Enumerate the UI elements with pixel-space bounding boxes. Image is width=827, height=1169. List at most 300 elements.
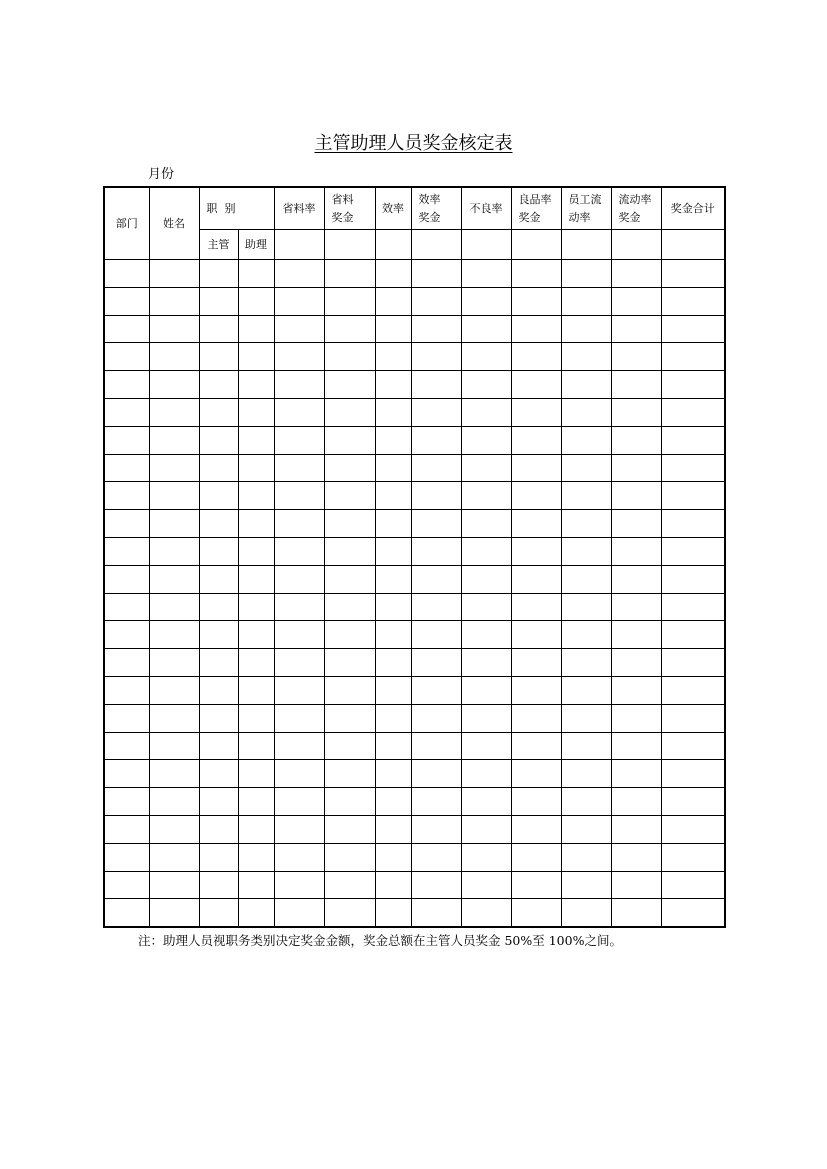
blank-cell[interactable] xyxy=(104,315,149,343)
blank-cell[interactable] xyxy=(324,593,375,621)
blank-cell[interactable] xyxy=(104,565,149,593)
blank-cell[interactable] xyxy=(324,871,375,899)
blank-cell[interactable] xyxy=(661,788,725,816)
blank-cell[interactable] xyxy=(274,343,324,371)
blank-cell[interactable] xyxy=(104,537,149,565)
blank-cell[interactable] xyxy=(511,510,561,538)
blank-cell[interactable] xyxy=(511,843,561,871)
blank-cell[interactable] xyxy=(611,621,661,649)
blank-cell[interactable] xyxy=(274,426,324,454)
blank-cell[interactable] xyxy=(199,899,238,927)
blank-cell[interactable] xyxy=(149,343,199,371)
blank-cell[interactable] xyxy=(461,760,511,788)
blank-cell[interactable] xyxy=(149,649,199,677)
blank-cell[interactable] xyxy=(511,676,561,704)
blank-cell[interactable] xyxy=(611,454,661,482)
blank-cell[interactable] xyxy=(199,815,238,843)
blank-cell[interactable] xyxy=(661,287,725,315)
blank-cell[interactable] xyxy=(375,732,411,760)
blank-cell[interactable] xyxy=(274,593,324,621)
blank-cell[interactable] xyxy=(238,454,274,482)
blank-cell[interactable] xyxy=(611,398,661,426)
blank-cell[interactable] xyxy=(324,815,375,843)
blank-cell[interactable] xyxy=(238,343,274,371)
blank-cell[interactable] xyxy=(149,315,199,343)
blank-cell[interactable] xyxy=(324,426,375,454)
blank-cell[interactable] xyxy=(104,343,149,371)
blank-cell[interactable] xyxy=(324,398,375,426)
blank-cell[interactable] xyxy=(199,593,238,621)
blank-cell[interactable] xyxy=(375,260,411,288)
blank-cell[interactable] xyxy=(611,482,661,510)
blank-cell[interactable] xyxy=(104,788,149,816)
blank-cell[interactable] xyxy=(324,565,375,593)
blank-cell[interactable] xyxy=(461,315,511,343)
blank-cell[interactable] xyxy=(238,510,274,538)
blank-cell[interactable] xyxy=(375,230,411,260)
blank-cell[interactable] xyxy=(274,537,324,565)
blank-cell[interactable] xyxy=(511,454,561,482)
blank-cell[interactable] xyxy=(611,287,661,315)
blank-cell[interactable] xyxy=(611,343,661,371)
blank-cell[interactable] xyxy=(511,649,561,677)
blank-cell[interactable] xyxy=(511,565,561,593)
blank-cell[interactable] xyxy=(661,815,725,843)
blank-cell[interactable] xyxy=(324,537,375,565)
blank-cell[interactable] xyxy=(511,593,561,621)
blank-cell[interactable] xyxy=(661,537,725,565)
blank-cell[interactable] xyxy=(274,482,324,510)
blank-cell[interactable] xyxy=(661,398,725,426)
blank-cell[interactable] xyxy=(375,593,411,621)
blank-cell[interactable] xyxy=(461,593,511,621)
blank-cell[interactable] xyxy=(238,760,274,788)
blank-cell[interactable] xyxy=(461,343,511,371)
blank-cell[interactable] xyxy=(461,398,511,426)
blank-cell[interactable] xyxy=(611,593,661,621)
blank-cell[interactable] xyxy=(199,871,238,899)
blank-cell[interactable] xyxy=(561,871,611,899)
blank-cell[interactable] xyxy=(324,788,375,816)
blank-cell[interactable] xyxy=(561,315,611,343)
blank-cell[interactable] xyxy=(411,287,461,315)
blank-cell[interactable] xyxy=(324,649,375,677)
blank-cell[interactable] xyxy=(238,593,274,621)
blank-cell[interactable] xyxy=(199,343,238,371)
blank-cell[interactable] xyxy=(561,398,611,426)
blank-cell[interactable] xyxy=(661,676,725,704)
blank-cell[interactable] xyxy=(149,704,199,732)
blank-cell[interactable] xyxy=(611,843,661,871)
blank-cell[interactable] xyxy=(661,593,725,621)
blank-cell[interactable] xyxy=(411,871,461,899)
blank-cell[interactable] xyxy=(149,287,199,315)
blank-cell[interactable] xyxy=(411,537,461,565)
blank-cell[interactable] xyxy=(461,621,511,649)
blank-cell[interactable] xyxy=(238,704,274,732)
blank-cell[interactable] xyxy=(104,482,149,510)
blank-cell[interactable] xyxy=(661,454,725,482)
blank-cell[interactable] xyxy=(375,315,411,343)
blank-cell[interactable] xyxy=(375,843,411,871)
blank-cell[interactable] xyxy=(411,260,461,288)
blank-cell[interactable] xyxy=(274,676,324,704)
blank-cell[interactable] xyxy=(104,260,149,288)
blank-cell[interactable] xyxy=(611,649,661,677)
blank-cell[interactable] xyxy=(461,565,511,593)
blank-cell[interactable] xyxy=(324,343,375,371)
blank-cell[interactable] xyxy=(611,426,661,454)
blank-cell[interactable] xyxy=(511,260,561,288)
blank-cell[interactable] xyxy=(375,565,411,593)
blank-cell[interactable] xyxy=(661,343,725,371)
blank-cell[interactable] xyxy=(561,371,611,399)
blank-cell[interactable] xyxy=(461,482,511,510)
blank-cell[interactable] xyxy=(375,676,411,704)
blank-cell[interactable] xyxy=(511,371,561,399)
blank-cell[interactable] xyxy=(274,649,324,677)
blank-cell[interactable] xyxy=(149,482,199,510)
blank-cell[interactable] xyxy=(199,398,238,426)
blank-cell[interactable] xyxy=(324,621,375,649)
blank-cell[interactable] xyxy=(238,565,274,593)
blank-cell[interactable] xyxy=(238,287,274,315)
blank-cell[interactable] xyxy=(149,676,199,704)
blank-cell[interactable] xyxy=(411,621,461,649)
blank-cell[interactable] xyxy=(461,230,511,260)
blank-cell[interactable] xyxy=(611,676,661,704)
blank-cell[interactable] xyxy=(375,371,411,399)
blank-cell[interactable] xyxy=(511,482,561,510)
blank-cell[interactable] xyxy=(411,843,461,871)
blank-cell[interactable] xyxy=(199,704,238,732)
blank-cell[interactable] xyxy=(375,537,411,565)
blank-cell[interactable] xyxy=(411,732,461,760)
blank-cell[interactable] xyxy=(411,815,461,843)
blank-cell[interactable] xyxy=(511,343,561,371)
blank-cell[interactable] xyxy=(511,732,561,760)
blank-cell[interactable] xyxy=(461,649,511,677)
blank-cell[interactable] xyxy=(561,815,611,843)
blank-cell[interactable] xyxy=(274,315,324,343)
blank-cell[interactable] xyxy=(561,426,611,454)
blank-cell[interactable] xyxy=(561,676,611,704)
blank-cell[interactable] xyxy=(238,315,274,343)
blank-cell[interactable] xyxy=(561,510,611,538)
blank-cell[interactable] xyxy=(561,704,611,732)
blank-cell[interactable] xyxy=(611,704,661,732)
blank-cell[interactable] xyxy=(661,621,725,649)
blank-cell[interactable] xyxy=(238,871,274,899)
blank-cell[interactable] xyxy=(324,676,375,704)
blank-cell[interactable] xyxy=(375,510,411,538)
blank-cell[interactable] xyxy=(375,287,411,315)
blank-cell[interactable] xyxy=(661,649,725,677)
blank-cell[interactable] xyxy=(461,260,511,288)
blank-cell[interactable] xyxy=(238,482,274,510)
blank-cell[interactable] xyxy=(461,454,511,482)
blank-cell[interactable] xyxy=(411,565,461,593)
blank-cell[interactable] xyxy=(411,315,461,343)
blank-cell[interactable] xyxy=(375,454,411,482)
blank-cell[interactable] xyxy=(238,621,274,649)
blank-cell[interactable] xyxy=(375,899,411,927)
blank-cell[interactable] xyxy=(199,649,238,677)
blank-cell[interactable] xyxy=(461,676,511,704)
blank-cell[interactable] xyxy=(411,899,461,927)
blank-cell[interactable] xyxy=(375,704,411,732)
blank-cell[interactable] xyxy=(199,732,238,760)
blank-cell[interactable] xyxy=(375,788,411,816)
blank-cell[interactable] xyxy=(661,732,725,760)
blank-cell[interactable] xyxy=(611,315,661,343)
blank-cell[interactable] xyxy=(375,621,411,649)
blank-cell[interactable] xyxy=(324,843,375,871)
blank-cell[interactable] xyxy=(511,704,561,732)
blank-cell[interactable] xyxy=(411,510,461,538)
blank-cell[interactable] xyxy=(324,260,375,288)
blank-cell[interactable] xyxy=(274,398,324,426)
blank-cell[interactable] xyxy=(661,899,725,927)
blank-cell[interactable] xyxy=(238,899,274,927)
blank-cell[interactable] xyxy=(274,510,324,538)
blank-cell[interactable] xyxy=(104,287,149,315)
blank-cell[interactable] xyxy=(561,899,611,927)
blank-cell[interactable] xyxy=(238,788,274,816)
blank-cell[interactable] xyxy=(324,482,375,510)
blank-cell[interactable] xyxy=(461,537,511,565)
blank-cell[interactable] xyxy=(274,454,324,482)
blank-cell[interactable] xyxy=(561,621,611,649)
blank-cell[interactable] xyxy=(411,371,461,399)
blank-cell[interactable] xyxy=(238,398,274,426)
blank-cell[interactable] xyxy=(461,899,511,927)
blank-cell[interactable] xyxy=(461,510,511,538)
blank-cell[interactable] xyxy=(149,871,199,899)
blank-cell[interactable] xyxy=(511,621,561,649)
blank-cell[interactable] xyxy=(511,760,561,788)
blank-cell[interactable] xyxy=(324,704,375,732)
blank-cell[interactable] xyxy=(375,815,411,843)
blank-cell[interactable] xyxy=(411,343,461,371)
blank-cell[interactable] xyxy=(411,704,461,732)
blank-cell[interactable] xyxy=(149,371,199,399)
blank-cell[interactable] xyxy=(274,815,324,843)
blank-cell[interactable] xyxy=(661,426,725,454)
blank-cell[interactable] xyxy=(199,788,238,816)
blank-cell[interactable] xyxy=(561,732,611,760)
blank-cell[interactable] xyxy=(149,398,199,426)
blank-cell[interactable] xyxy=(104,871,149,899)
blank-cell[interactable] xyxy=(375,482,411,510)
blank-cell[interactable] xyxy=(104,398,149,426)
blank-cell[interactable] xyxy=(561,482,611,510)
blank-cell[interactable] xyxy=(461,732,511,760)
blank-cell[interactable] xyxy=(611,871,661,899)
blank-cell[interactable] xyxy=(411,398,461,426)
blank-cell[interactable] xyxy=(324,899,375,927)
blank-cell[interactable] xyxy=(104,621,149,649)
blank-cell[interactable] xyxy=(199,843,238,871)
blank-cell[interactable] xyxy=(511,426,561,454)
blank-cell[interactable] xyxy=(661,843,725,871)
blank-cell[interactable] xyxy=(238,676,274,704)
blank-cell[interactable] xyxy=(238,426,274,454)
blank-cell[interactable] xyxy=(324,287,375,315)
blank-cell[interactable] xyxy=(511,899,561,927)
blank-cell[interactable] xyxy=(274,371,324,399)
blank-cell[interactable] xyxy=(611,760,661,788)
blank-cell[interactable] xyxy=(461,287,511,315)
blank-cell[interactable] xyxy=(561,565,611,593)
blank-cell[interactable] xyxy=(199,760,238,788)
blank-cell[interactable] xyxy=(238,649,274,677)
blank-cell[interactable] xyxy=(274,843,324,871)
blank-cell[interactable] xyxy=(238,843,274,871)
blank-cell[interactable] xyxy=(661,230,725,260)
blank-cell[interactable] xyxy=(324,510,375,538)
blank-cell[interactable] xyxy=(511,815,561,843)
blank-cell[interactable] xyxy=(611,815,661,843)
blank-cell[interactable] xyxy=(661,315,725,343)
blank-cell[interactable] xyxy=(149,454,199,482)
blank-cell[interactable] xyxy=(199,371,238,399)
blank-cell[interactable] xyxy=(561,343,611,371)
blank-cell[interactable] xyxy=(238,732,274,760)
blank-cell[interactable] xyxy=(149,732,199,760)
blank-cell[interactable] xyxy=(511,398,561,426)
blank-cell[interactable] xyxy=(511,871,561,899)
blank-cell[interactable] xyxy=(104,760,149,788)
blank-cell[interactable] xyxy=(661,260,725,288)
blank-cell[interactable] xyxy=(411,482,461,510)
blank-cell[interactable] xyxy=(411,788,461,816)
blank-cell[interactable] xyxy=(461,788,511,816)
blank-cell[interactable] xyxy=(149,426,199,454)
blank-cell[interactable] xyxy=(274,760,324,788)
blank-cell[interactable] xyxy=(561,260,611,288)
blank-cell[interactable] xyxy=(324,230,375,260)
blank-cell[interactable] xyxy=(149,899,199,927)
blank-cell[interactable] xyxy=(375,398,411,426)
blank-cell[interactable] xyxy=(561,287,611,315)
blank-cell[interactable] xyxy=(238,371,274,399)
blank-cell[interactable] xyxy=(611,371,661,399)
blank-cell[interactable] xyxy=(274,621,324,649)
blank-cell[interactable] xyxy=(375,426,411,454)
blank-cell[interactable] xyxy=(149,593,199,621)
blank-cell[interactable] xyxy=(104,899,149,927)
blank-cell[interactable] xyxy=(149,621,199,649)
blank-cell[interactable] xyxy=(461,843,511,871)
blank-cell[interactable] xyxy=(411,760,461,788)
blank-cell[interactable] xyxy=(611,537,661,565)
blank-cell[interactable] xyxy=(199,454,238,482)
blank-cell[interactable] xyxy=(199,315,238,343)
blank-cell[interactable] xyxy=(324,454,375,482)
blank-cell[interactable] xyxy=(324,732,375,760)
blank-cell[interactable] xyxy=(511,287,561,315)
blank-cell[interactable] xyxy=(324,371,375,399)
blank-cell[interactable] xyxy=(274,704,324,732)
blank-cell[interactable] xyxy=(661,565,725,593)
blank-cell[interactable] xyxy=(149,788,199,816)
blank-cell[interactable] xyxy=(411,649,461,677)
blank-cell[interactable] xyxy=(238,537,274,565)
blank-cell[interactable] xyxy=(274,565,324,593)
blank-cell[interactable] xyxy=(104,676,149,704)
blank-cell[interactable] xyxy=(661,871,725,899)
blank-cell[interactable] xyxy=(411,454,461,482)
blank-cell[interactable] xyxy=(561,788,611,816)
blank-cell[interactable] xyxy=(104,454,149,482)
blank-cell[interactable] xyxy=(511,230,561,260)
blank-cell[interactable] xyxy=(149,537,199,565)
blank-cell[interactable] xyxy=(274,230,324,260)
blank-cell[interactable] xyxy=(661,371,725,399)
blank-cell[interactable] xyxy=(375,871,411,899)
blank-cell[interactable] xyxy=(149,815,199,843)
blank-cell[interactable] xyxy=(199,260,238,288)
blank-cell[interactable] xyxy=(324,760,375,788)
blank-cell[interactable] xyxy=(561,593,611,621)
blank-cell[interactable] xyxy=(661,510,725,538)
blank-cell[interactable] xyxy=(375,760,411,788)
blank-cell[interactable] xyxy=(375,649,411,677)
blank-cell[interactable] xyxy=(104,815,149,843)
blank-cell[interactable] xyxy=(274,788,324,816)
blank-cell[interactable] xyxy=(611,565,661,593)
blank-cell[interactable] xyxy=(561,843,611,871)
blank-cell[interactable] xyxy=(274,871,324,899)
blank-cell[interactable] xyxy=(238,260,274,288)
blank-cell[interactable] xyxy=(104,371,149,399)
blank-cell[interactable] xyxy=(411,593,461,621)
blank-cell[interactable] xyxy=(461,871,511,899)
blank-cell[interactable] xyxy=(561,230,611,260)
blank-cell[interactable] xyxy=(661,760,725,788)
blank-cell[interactable] xyxy=(511,537,561,565)
blank-cell[interactable] xyxy=(561,760,611,788)
blank-cell[interactable] xyxy=(411,230,461,260)
blank-cell[interactable] xyxy=(461,815,511,843)
blank-cell[interactable] xyxy=(199,621,238,649)
blank-cell[interactable] xyxy=(104,843,149,871)
blank-cell[interactable] xyxy=(238,815,274,843)
blank-cell[interactable] xyxy=(104,649,149,677)
blank-cell[interactable] xyxy=(274,260,324,288)
blank-cell[interactable] xyxy=(561,537,611,565)
blank-cell[interactable] xyxy=(199,565,238,593)
blank-cell[interactable] xyxy=(274,287,324,315)
blank-cell[interactable] xyxy=(199,482,238,510)
blank-cell[interactable] xyxy=(199,676,238,704)
blank-cell[interactable] xyxy=(461,426,511,454)
blank-cell[interactable] xyxy=(511,788,561,816)
blank-cell[interactable] xyxy=(274,899,324,927)
blank-cell[interactable] xyxy=(104,510,149,538)
blank-cell[interactable] xyxy=(461,371,511,399)
blank-cell[interactable] xyxy=(611,788,661,816)
blank-cell[interactable] xyxy=(411,676,461,704)
blank-cell[interactable] xyxy=(411,426,461,454)
blank-cell[interactable] xyxy=(274,732,324,760)
blank-cell[interactable] xyxy=(375,343,411,371)
blank-cell[interactable] xyxy=(149,260,199,288)
blank-cell[interactable] xyxy=(611,899,661,927)
blank-cell[interactable] xyxy=(324,315,375,343)
blank-cell[interactable] xyxy=(611,230,661,260)
